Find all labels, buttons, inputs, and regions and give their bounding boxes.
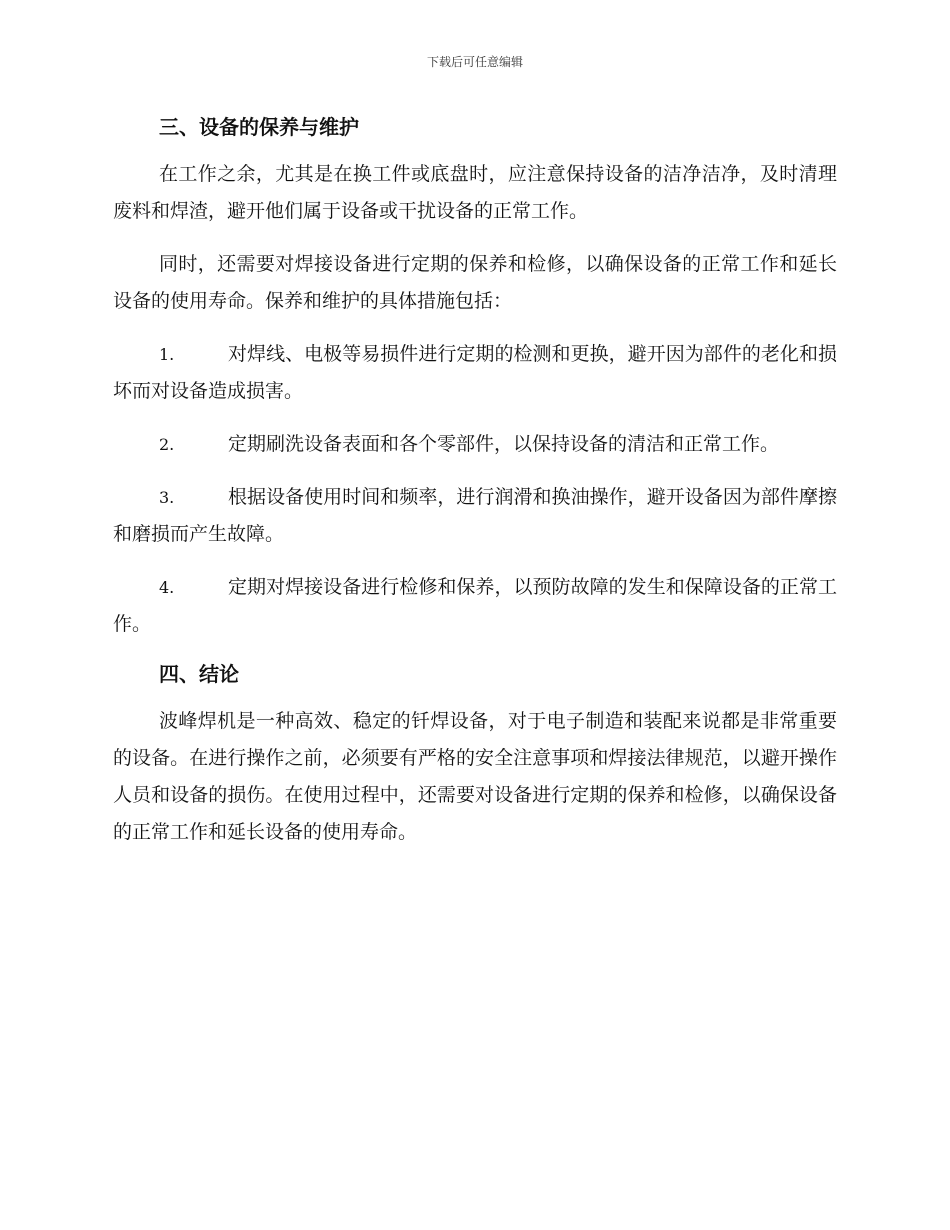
list-item-text: 定期刷洗设备表面和各个零部件，以保持设备的清洁和正常工作。 <box>228 433 780 455</box>
list-item <box>113 569 837 643</box>
document-body <box>113 112 837 867</box>
paragraph-maintenance-intro: 同时，还需要对焊接设备进行定期的保养和检修，以确保设备的正常工作和延长设备的使用寿命。保养和维护的具体措施包括： <box>113 253 837 312</box>
list-item-number: 4. <box>159 578 175 597</box>
paragraph-conclusion: 波峰焊机是一种高效、稳定的钎焊设备，对于电子制造和装配来说都是非常重要的设备。在进行操作之前，必须要有严格的安全注意事项和焊接法律规范，以避开操作人员和设备的损伤。在使用过程中，还需要对设备进行定期的保养和检修，以确保设备的正常工作和延长设备的使用寿命。 <box>113 710 837 843</box>
list-item-number: 1. <box>159 345 175 364</box>
list-item <box>113 479 837 553</box>
list-item-text: 定期对焊接设备进行检修和保养，以预防故障的发生和保障设备的正常工作。 <box>113 576 837 635</box>
header-note: 下载后可任意编辑 <box>426 55 523 69</box>
paragraph-cleaning: 在工作之余，尤其是在换工件或底盘时，应注意保持设备的洁净洁净，及时清理废料和焊渣，避开他们属于设备或干扰设备的正常工作。 <box>113 163 837 222</box>
list-item-number: 3. <box>159 488 175 507</box>
list-item-number: 2. <box>159 435 175 454</box>
section-heading-maintenance: 三、设备的保养与维护 <box>159 115 359 139</box>
list-item <box>113 336 837 410</box>
list-item-text: 根据设备使用时间和频率，进行润滑和换油操作，避开设备因为部件摩擦和磨损而产生故障。 <box>113 486 837 545</box>
section-heading-conclusion: 四、结论 <box>159 662 239 686</box>
list-item-text: 对焊线、电极等易损件进行定期的检测和更换，避开因为部件的老化和损坏而对设备造成损害。 <box>113 343 837 402</box>
list-item <box>113 426 837 463</box>
